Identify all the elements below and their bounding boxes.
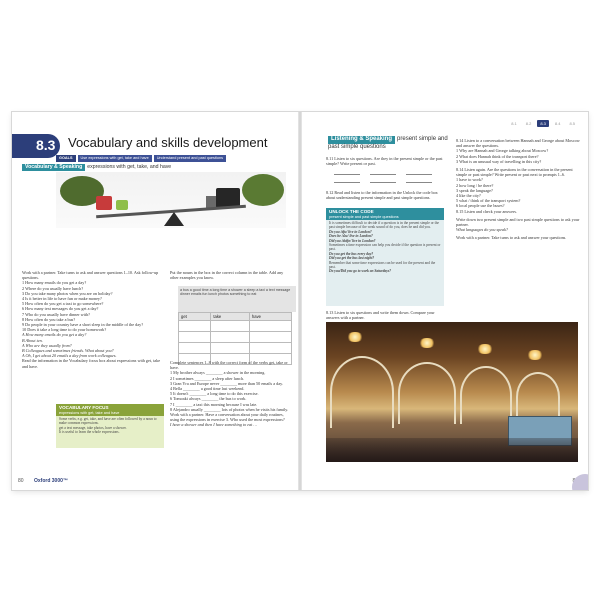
exercise-1-item: 2 Where do you usually have lunch?: [22, 285, 84, 291]
goals-label: GOALS: [56, 155, 76, 162]
tab-8-1[interactable]: 8.1: [511, 121, 517, 126]
vocabulary-focus-subtitle: expressions with get, take and have: [56, 411, 164, 416]
exercise-1-example: B About ten.: [22, 337, 43, 343]
unlock-example: Do you get the bus every day?: [329, 251, 374, 256]
section-subtitle: present simple and past simple questions: [328, 136, 448, 150]
exercise-1-item: 4 Is it better in life to have fun or make money?: [22, 296, 102, 302]
table-header-have: have: [249, 313, 291, 321]
chandelier: [526, 350, 544, 360]
table-cell[interactable]: [179, 321, 211, 332]
vocabulary-focus-point: It is useful to learn the whole expressions.: [59, 430, 120, 435]
table-header-take: take: [211, 313, 250, 321]
exercise-10: Write down two present simple and two past simple questions to ask your partner.: [456, 216, 580, 228]
exercise-1: [22, 270, 162, 369]
exercise-6: 8.11 Listen to six questions. Are they in the present simple or the past simple? Write present or past.: [326, 156, 443, 167]
chandelier: [346, 332, 364, 342]
tab-8-4[interactable]: 8.4: [554, 121, 561, 126]
section-heading-vocab: [22, 164, 171, 171]
exercise-1-item: 6 How many text messages do you get a day?: [22, 306, 99, 312]
exercise-11: Work with a partner. Take turns to ask and answer your questions.: [456, 235, 567, 241]
exercise-8: 8.13 Listen to six questions and write them down. Compare your answers with a partner.: [326, 310, 435, 321]
exercise-1-intro: Work with a partner. Take turns to ask and answer questions 1–10. Ask follow-up questions.: [22, 270, 159, 281]
unit-number: 8.3: [36, 137, 56, 153]
exercise-1-item: 9 Do people in your country have a short sleep in the middle of the day?: [22, 322, 144, 328]
exercise-9b-item: 4 like the city?: [456, 193, 481, 199]
section-heading-listening: [328, 136, 452, 151]
exercise-1-example: B Colleagues and sometimes friends. What about you?: [22, 348, 114, 354]
unlock-example: Does he /dʌz/ live in London?: [329, 234, 373, 239]
chandelier: [418, 338, 436, 348]
right-page: [300, 112, 588, 490]
exercise-4-item: 6 Tomoaki always ________ the bus to work.: [170, 396, 247, 402]
word-box: a bus a good time a long time a shower a sleep a taxi a text message dinner emails fun lunch photos something to eat: [178, 286, 296, 312]
unlock-example: Did you get the bus last night?: [329, 256, 375, 261]
exercise-4: [170, 360, 292, 428]
exercise-9a-item: 2 What does Hannah think of the transport there?: [456, 153, 539, 159]
vocabulary-focus-point: get a text message, take photos, have a shower.: [59, 425, 127, 430]
table-cell[interactable]: [249, 332, 291, 343]
exercise-4-item: 3 Gran Yra and Europe never ________ more than 50 emails a day.: [170, 380, 283, 386]
section-tag: Listening & Speaking: [328, 136, 395, 144]
unlock-the-code-title: UNLOCK THE CODE: [326, 208, 444, 215]
exercise-1-item: 10 Does it take a long time to do your homework?: [22, 327, 107, 333]
exercise-4-item: 5 It doesn't ________ a long time to do this exercise.: [170, 391, 259, 397]
right-column-exercises: [456, 138, 580, 241]
section-subtitle: expressions with get, take, and have: [87, 164, 172, 170]
unlock-the-code-box: [326, 208, 444, 306]
exercise-3: Put the nouns in the box in the correct column in the table. Add any other examples you know.: [170, 270, 284, 281]
exercise-4-intro: Complete sentences 1–8 with the correct form of the verbs get, take or have.: [170, 360, 288, 371]
exercise-7: 8.12 Read and listen to the information in the Unlock the code box about understanding present simple and past simple questions.: [326, 190, 438, 201]
exercise-1-example: A Who are they usually from?: [22, 342, 72, 348]
exercise-1-item: 7 Who do you usually have dinner with?: [22, 311, 90, 317]
page-corner-decoration: [572, 474, 588, 490]
exercise-9b-item: 3 speak the language?: [456, 187, 493, 193]
goals-bar: [56, 155, 226, 162]
left-page: [12, 112, 300, 490]
exercise-5-example: I have a shower and then I have something to eat …: [170, 422, 258, 428]
exercise-1-example: A Oh, I get about 20 emails a day from work colleagues.: [22, 353, 117, 359]
vocabulary-focus-box: [56, 404, 164, 448]
exercise-1-item: 3 Do you take many photos when you are on holiday?: [22, 290, 113, 296]
table-cell[interactable]: [211, 332, 250, 343]
table-cell[interactable]: [249, 343, 291, 354]
unlock-example: Do you /dju/ live in London?: [329, 229, 372, 234]
unlock-point: Remember that some time expressions can be used for the present and the past.: [329, 260, 436, 270]
table-cell[interactable]: [179, 332, 211, 343]
table-cell[interactable]: [211, 321, 250, 332]
exercise-1-item: 8 How often do you take a bus?: [22, 316, 76, 322]
exercise-9b-item: 6 local people use the buses?: [456, 203, 505, 209]
moscow-metro-photo: [326, 322, 578, 462]
tab-8-5[interactable]: 8.5: [569, 121, 575, 126]
exercise-9a-item: 3 What is an unusual way of travelling in this city?: [456, 158, 542, 164]
unlock-example: Do you/Did you go to work on Saturdays?: [329, 269, 392, 274]
tab-8-2[interactable]: 8.2: [525, 121, 532, 126]
unlock-point: Sometimes a time expression can help you decide if the question is present or past.: [329, 243, 441, 252]
exercise-9a-item: 1 Why are Hannah and George talking about Moscow?: [456, 148, 549, 154]
exercise-9c: 8.15 Listen and check your answers.: [456, 208, 518, 214]
unlock-example: Did you /dɪdjʊ/ live in London?: [329, 238, 376, 243]
green-bag: [116, 200, 128, 210]
exercise-4-item: 8 Alejandro usually ________ lots of photos when he visits his family.: [170, 406, 289, 412]
goal-item-2: Understand present and past questions: [154, 155, 226, 162]
exercise-4-item: 4 Bella ________ a good time last weekend.: [170, 386, 245, 392]
table-cell[interactable]: [211, 343, 250, 354]
tab-8-3[interactable]: 8.3: [537, 120, 549, 127]
vocab-table: [178, 312, 292, 365]
oxford-3000-logo: Oxford 3000™: [34, 478, 68, 484]
scale-pivot: [164, 212, 184, 226]
vocabulary-focus-point: Some verbs, e.g. get, take, and have are often followed by a noun to make common expressions.: [59, 417, 157, 426]
textbook-spread: [12, 112, 588, 490]
section-tag: Vocabulary & Speaking: [22, 164, 85, 171]
crowd: [326, 438, 578, 462]
exercise-10-example: What languages do you speak?: [456, 227, 509, 233]
unlock-the-code-subtitle: present simple and past simple questions: [326, 215, 444, 220]
unit-title: Vocabulary and skills development: [68, 135, 268, 150]
exercise-9a: 8.14 Listen to a conversation between Hannah and George about Moscow and answer the questions.: [456, 138, 580, 149]
chandelier: [476, 344, 494, 354]
exercise-9b-item: 2 how long / be there?: [456, 182, 494, 188]
exercise-1-item: 1 How many emails do you get a day?: [22, 280, 87, 286]
vocabulary-focus-title: VOCABULARY FOCUS: [56, 404, 164, 411]
exercise-4-item: 7 I ________ a taxi this morning because I was late.: [170, 401, 258, 407]
table-cell[interactable]: [249, 321, 291, 332]
tree-right: [242, 174, 284, 206]
page-number-left: 80: [18, 478, 24, 484]
exercise-4-item: 1 My brother always ________ a shower in the morning.: [170, 370, 266, 376]
red-bag: [96, 196, 112, 210]
exercise-4-item: 2 I sometimes ________ a sleep after lunch.: [170, 375, 244, 381]
goal-item-1: Use expressions with get, take and have: [78, 155, 152, 162]
unlock-point: It is sometimes difficult to decide if a question is in the present simple or the past simple because of the weak sound of do you, does he and did you.: [329, 221, 440, 230]
table-header-get: get: [179, 313, 211, 321]
balance-scale-illustration: [56, 172, 286, 228]
exercise-9b-item: 5 what / think of the transport system?: [456, 198, 521, 204]
exercise-2: Read the information in the Vocabulary focus box about expressions with get, take and have.: [22, 358, 161, 369]
lesson-tabs: [508, 120, 578, 127]
exercise-1-item: 5 How often do you get a taxi to go somewhere?: [22, 301, 104, 307]
exercise-9b: 8.14 Listen again. Are the questions in the conversation in the present simple or past simple? Write present or past next to prompts 1–6.: [456, 167, 573, 178]
exercise-9b-item: 1 have to work?: [456, 177, 483, 183]
exercise-1-example: A How many emails do you get a day?: [22, 332, 87, 338]
exercise-5: Work with a partner. Have a conversation about your daily routines, using the expressions in exercise 3. Who used the most expressions?: [170, 412, 285, 423]
table-cell[interactable]: [179, 343, 211, 354]
